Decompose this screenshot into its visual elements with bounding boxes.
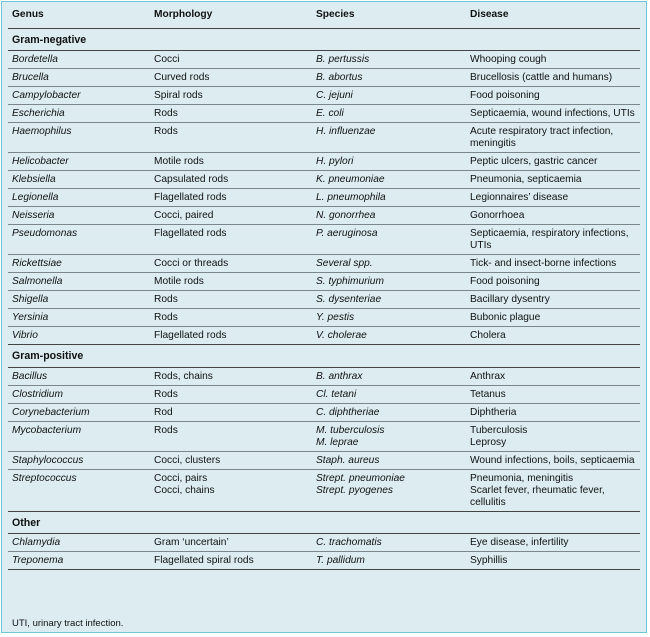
cell-morphology — [150, 123, 312, 153]
table-row — [8, 309, 640, 327]
cell-disease — [466, 309, 640, 327]
morphology-text: Cocci — [154, 54, 180, 65]
cell-morphology — [150, 404, 312, 422]
table-row — [8, 69, 640, 87]
section-title: Other — [8, 512, 640, 534]
cell-morphology — [150, 105, 312, 123]
morphology-text: Rods — [154, 108, 178, 119]
species-text: M. tuberculosis — [316, 425, 385, 436]
table-row — [8, 87, 640, 105]
disease-text: Legionnaires’ disease — [470, 192, 569, 203]
disease-text: Septicaemia, wound infections, UTIs — [470, 108, 635, 119]
morphology-text: Rods — [154, 126, 178, 137]
species-text: L. pneumophila — [316, 192, 386, 203]
species-text: B. pertussis — [316, 54, 370, 65]
cell-species — [312, 327, 466, 345]
cell-disease — [466, 255, 640, 273]
header-species: Species — [312, 2, 466, 29]
species-text: C. jejuni — [316, 90, 353, 101]
species-text: H. influenzae — [316, 126, 376, 137]
species-text: S. dysenteriae — [316, 294, 382, 305]
cell-morphology — [150, 51, 312, 69]
disease-text: Cholera — [470, 330, 506, 341]
cell-genus: Klebsiella — [8, 171, 150, 189]
cell-genus: Treponema — [8, 552, 150, 570]
morphology-text: Curved rods — [154, 72, 210, 83]
cell-genus: Mycobacterium — [8, 422, 150, 452]
cell-genus: Bordetella — [8, 51, 150, 69]
table-frame — [1, 1, 647, 633]
morphology-text: Rods — [154, 294, 178, 305]
morphology-text: Gram ‘uncertain’ — [154, 537, 229, 548]
morphology-text: Spiral rods — [154, 90, 203, 101]
table-row — [8, 123, 640, 153]
cell-genus: Chlamydia — [8, 534, 150, 552]
cell-species — [312, 207, 466, 225]
cell-species — [312, 422, 466, 452]
cell-morphology — [150, 452, 312, 470]
species-text: C. diphtheriae — [316, 407, 380, 418]
table-row — [8, 404, 640, 422]
cell-species — [312, 189, 466, 207]
species-text: B. abortus — [316, 72, 363, 83]
disease-text: Leprosy — [470, 437, 507, 448]
table-body — [8, 29, 640, 570]
cell-morphology — [150, 153, 312, 171]
disease-text: Peptic ulcers, gastric cancer — [470, 156, 598, 167]
species-text: K. pneumoniae — [316, 174, 385, 185]
cell-species — [312, 123, 466, 153]
cell-genus: Pseudomonas — [8, 225, 150, 255]
table-row — [8, 225, 640, 255]
cell-disease — [466, 87, 640, 105]
morphology-text: Cocci, paired — [154, 210, 214, 221]
footnote: UTI, urinary tract infection. — [12, 618, 124, 629]
table-row — [8, 207, 640, 225]
table-row — [8, 452, 640, 470]
morphology-text: Capsulated rods — [154, 174, 229, 185]
cell-species — [312, 225, 466, 255]
cell-genus: Vibrio — [8, 327, 150, 345]
morphology-text: Rods — [154, 312, 178, 323]
cell-species — [312, 51, 466, 69]
section-row — [8, 345, 640, 368]
morphology-text: Rods — [154, 425, 178, 436]
morphology-text: Cocci, chains — [154, 485, 215, 496]
cell-species — [312, 534, 466, 552]
cell-species — [312, 87, 466, 105]
cell-species — [312, 452, 466, 470]
morphology-text: Cocci, clusters — [154, 455, 221, 466]
section-row — [8, 512, 640, 534]
cell-species — [312, 404, 466, 422]
cell-morphology — [150, 327, 312, 345]
species-text: S. typhimurium — [316, 276, 384, 287]
cell-genus: Rickettsiae — [8, 255, 150, 273]
cell-genus: Helicobacter — [8, 153, 150, 171]
cell-disease — [466, 171, 640, 189]
disease-text: Tuberculosis — [470, 425, 528, 436]
disease-text: Anthrax — [470, 371, 506, 382]
cell-species — [312, 153, 466, 171]
cell-species — [312, 105, 466, 123]
cell-disease — [466, 225, 640, 255]
species-text: V. cholerae — [316, 330, 367, 341]
cell-morphology — [150, 87, 312, 105]
disease-text: Septicaemia, respiratory infections, UTIs — [470, 228, 629, 251]
disease-text: Whooping cough — [470, 54, 547, 65]
disease-text: Tick- and insect-borne infections — [470, 258, 617, 269]
morphology-text: Rods, chains — [154, 371, 213, 382]
disease-text: Food poisoning — [470, 276, 540, 287]
disease-text: Bacillary dysentry — [470, 294, 550, 305]
morphology-text: Flagellated rods — [154, 330, 227, 341]
species-text: H. pylori — [316, 156, 354, 167]
cell-morphology — [150, 207, 312, 225]
disease-text: Scarlet fever, rheumatic fever, cellulitis — [470, 485, 605, 508]
morphology-text: Flagellated rods — [154, 228, 227, 239]
table-row — [8, 552, 640, 570]
species-text: Several spp. — [316, 258, 373, 269]
species-text: C. trachomatis — [316, 537, 382, 548]
section-title: Gram-positive — [8, 345, 640, 368]
cell-genus: Streptococcus — [8, 470, 150, 512]
table-row — [8, 386, 640, 404]
cell-disease — [466, 105, 640, 123]
disease-text: Food poisoning — [470, 90, 540, 101]
morphology-text: Cocci or threads — [154, 258, 229, 269]
cell-species — [312, 386, 466, 404]
cell-disease — [466, 189, 640, 207]
species-text: Y. pestis — [316, 312, 355, 323]
table-row — [8, 422, 640, 452]
table-header — [8, 2, 640, 29]
table-row — [8, 368, 640, 386]
cell-disease — [466, 207, 640, 225]
disease-text: Eye disease, infertility — [470, 537, 569, 548]
cell-morphology — [150, 225, 312, 255]
cell-disease — [466, 552, 640, 570]
cell-morphology — [150, 386, 312, 404]
cell-morphology — [150, 422, 312, 452]
morphology-text: Flagellated spiral rods — [154, 555, 254, 566]
table-row — [8, 291, 640, 309]
species-text: Strept. pyogenes — [316, 485, 394, 496]
cell-genus: Yersinia — [8, 309, 150, 327]
cell-morphology — [150, 470, 312, 512]
cell-disease — [466, 368, 640, 386]
cell-disease — [466, 123, 640, 153]
cell-morphology — [150, 309, 312, 327]
disease-text: Gonorrhoea — [470, 210, 525, 221]
table-row — [8, 171, 640, 189]
cell-genus: Legionella — [8, 189, 150, 207]
disease-text: Pneumonia, septicaemia — [470, 174, 582, 185]
morphology-text: Motile rods — [154, 156, 204, 167]
cell-morphology — [150, 171, 312, 189]
cell-morphology — [150, 552, 312, 570]
header-row — [8, 2, 640, 29]
cell-disease — [466, 534, 640, 552]
species-text: B. anthrax — [316, 371, 363, 382]
morphology-text: Rod — [154, 407, 173, 418]
section-row — [8, 29, 640, 51]
species-text: P. aeruginosa — [316, 228, 378, 239]
species-text: N. gonorrhea — [316, 210, 376, 221]
cell-genus: Campylobacter — [8, 87, 150, 105]
cell-species — [312, 368, 466, 386]
cell-disease — [466, 69, 640, 87]
header-disease: Disease — [466, 2, 640, 29]
disease-text: Tetanus — [470, 389, 506, 400]
disease-text: Diphtheria — [470, 407, 517, 418]
morphology-text: Cocci, pairs — [154, 473, 208, 484]
cell-genus: Escherichia — [8, 105, 150, 123]
species-text: Cl. tetani — [316, 389, 357, 400]
cell-genus: Corynebacterium — [8, 404, 150, 422]
cell-species — [312, 273, 466, 291]
table-row — [8, 534, 640, 552]
table-row — [8, 153, 640, 171]
cell-morphology — [150, 291, 312, 309]
cell-disease — [466, 51, 640, 69]
cell-disease — [466, 273, 640, 291]
cell-disease — [466, 404, 640, 422]
species-text: E. coli — [316, 108, 344, 119]
bacteria-table — [8, 2, 640, 570]
cell-morphology — [150, 69, 312, 87]
cell-genus: Shigella — [8, 291, 150, 309]
cell-species — [312, 470, 466, 512]
species-text: Strept. pneumoniae — [316, 473, 405, 484]
cell-genus: Neisseria — [8, 207, 150, 225]
header-morphology: Morphology — [150, 2, 312, 29]
cell-species — [312, 255, 466, 273]
section-title: Gram-negative — [8, 29, 640, 51]
cell-morphology — [150, 189, 312, 207]
morphology-text: Rods — [154, 389, 178, 400]
cell-disease — [466, 470, 640, 512]
cell-morphology — [150, 368, 312, 386]
disease-text: Syphillis — [470, 555, 508, 566]
disease-text: Wound infections, boils, septicaemia — [470, 455, 635, 466]
cell-species — [312, 552, 466, 570]
cell-disease — [466, 327, 640, 345]
species-text: M. leprae — [316, 437, 359, 448]
table-row — [8, 255, 640, 273]
cell-species — [312, 69, 466, 87]
cell-genus: Staphylococcus — [8, 452, 150, 470]
cell-disease — [466, 386, 640, 404]
table-row — [8, 105, 640, 123]
morphology-text: Motile rods — [154, 276, 204, 287]
cell-genus: Salmonella — [8, 273, 150, 291]
disease-text: Bubonic plague — [470, 312, 541, 323]
cell-species — [312, 309, 466, 327]
cell-genus: Haemophilus — [8, 123, 150, 153]
table-row — [8, 470, 640, 512]
disease-text: Pneumonia, meningitis — [470, 473, 574, 484]
cell-genus: Brucella — [8, 69, 150, 87]
morphology-text: Flagellated rods — [154, 192, 227, 203]
cell-genus: Bacillus — [8, 368, 150, 386]
table-row — [8, 273, 640, 291]
species-text: Staph. aureus — [316, 455, 380, 466]
table-row — [8, 189, 640, 207]
cell-morphology — [150, 255, 312, 273]
disease-text: Brucellosis (cattle and humans) — [470, 72, 613, 83]
header-genus: Genus — [8, 2, 150, 29]
cell-species — [312, 171, 466, 189]
disease-text: Acute respiratory tract infection, meningitis — [470, 126, 614, 149]
table-row — [8, 327, 640, 345]
cell-morphology — [150, 273, 312, 291]
cell-morphology — [150, 534, 312, 552]
cell-disease — [466, 291, 640, 309]
cell-disease — [466, 452, 640, 470]
cell-species — [312, 291, 466, 309]
species-text: T. pallidum — [316, 555, 365, 566]
cell-disease — [466, 153, 640, 171]
cell-disease — [466, 422, 640, 452]
table-row — [8, 51, 640, 69]
cell-genus: Clostridium — [8, 386, 150, 404]
